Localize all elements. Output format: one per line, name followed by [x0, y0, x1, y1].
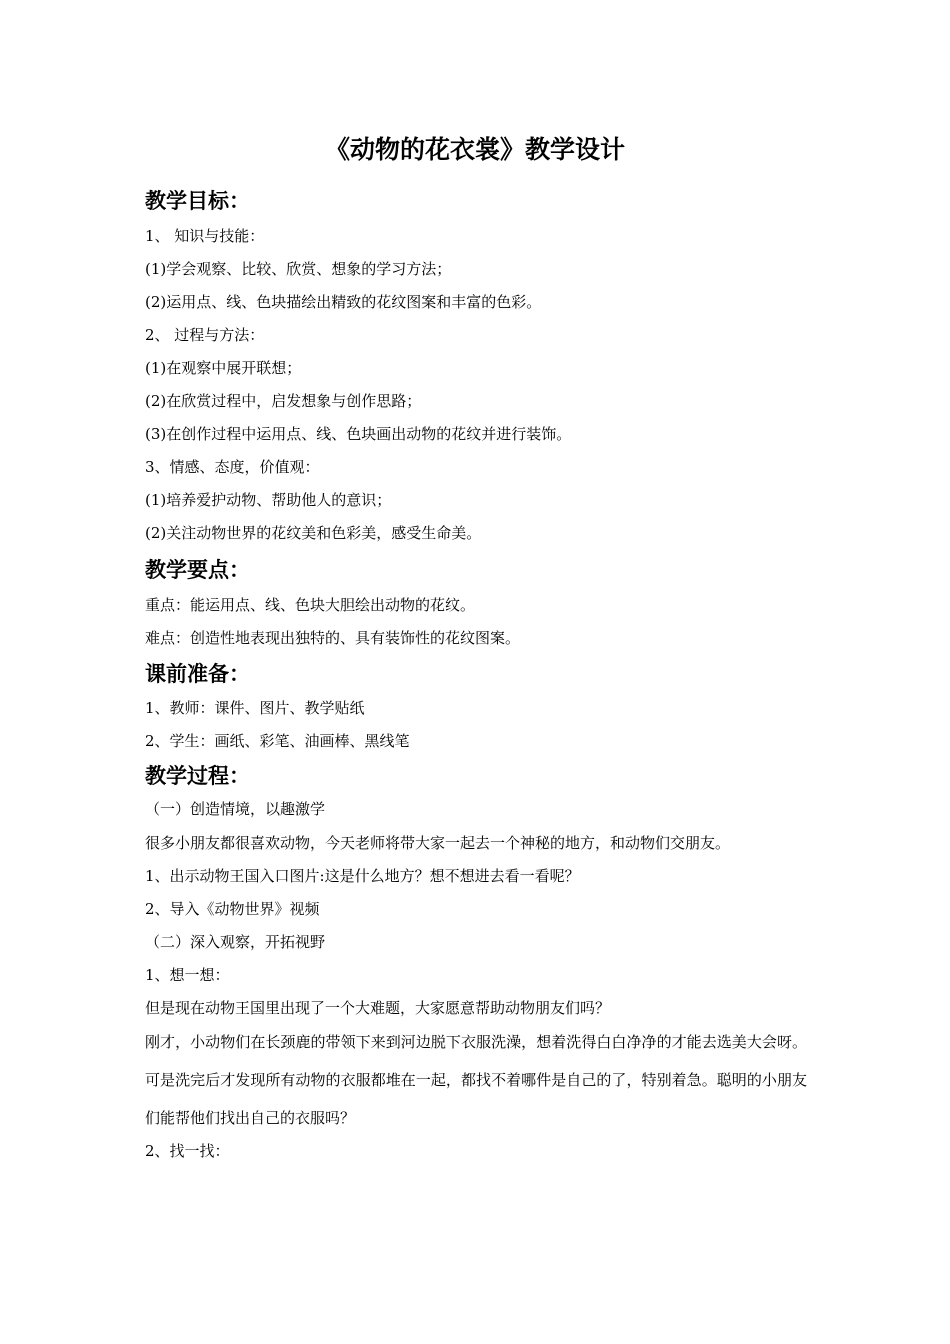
process-line: 很多小朋友都很喜欢动物，今天老师将带大家一起去一个神秘的地方，和动物们交朋友。	[145, 834, 731, 852]
process-line: （一）创造情境，以趣激学	[145, 800, 326, 818]
preparation-line: 2、学生：画纸、彩笔、油画棒、黑线笔	[145, 732, 410, 750]
section-heading-preparation: 课前准备：	[145, 662, 250, 686]
objective-line: 3、情感、态度，价值观：	[145, 458, 320, 476]
section-heading-key-points: 教学要点：	[145, 558, 250, 582]
document-title: 《动物的花衣裳》教学设计	[324, 135, 625, 164]
objective-line: (1)培养爱护动物、帮助他人的意识；	[145, 491, 392, 509]
section-heading-process: 教学过程：	[145, 764, 250, 788]
objective-line: (1)在观察中展开联想；	[145, 359, 302, 377]
process-line: 2、找一找：	[145, 1142, 230, 1160]
process-line: 1、出示动物王国入口图片:这是什么地方？想不想进去看一看呢？	[145, 867, 580, 885]
objective-line: (1)学会观察、比较、欣赏、想象的学习方法；	[145, 260, 452, 278]
process-line: 2、导入《动物世界》视频	[145, 900, 320, 918]
preparation-line: 1、教师：课件、图片、教学贴纸	[145, 699, 365, 717]
process-line: 1、想一想：	[145, 966, 230, 984]
objective-line: 2、 过程与方法：	[145, 326, 265, 344]
process-paragraph: 刚才，小动物们在长颈鹿的带领下来到河边脱下衣服洗澡，想着洗得白白净净的才能去选美大会呀。可是洗完后才发现所有动物的衣服都堆在一起，都找不着哪件是自己的了，特别着急。聪明的小朋友们能帮他们找出自己的衣服吗？	[145, 1033, 807, 1127]
objective-line: (2)关注动物世界的花纹美和色彩美，感受生命美。	[145, 524, 482, 542]
objective-line: (2)在欣赏过程中，启发想象与创作思路；	[145, 392, 422, 410]
objective-line: (3)在创作过程中运用点、线、色块画出动物的花纹并进行装饰。	[145, 425, 572, 443]
section-heading-objectives: 教学目标：	[145, 189, 250, 213]
process-line: （二）深入观察，开拓视野	[145, 933, 326, 951]
key-point-line: 重点：能运用点、线、色块大胆绘出动物的花纹。	[145, 596, 476, 614]
objective-line: (2)运用点、线、色块描绘出精致的花纹图案和丰富的色彩。	[145, 293, 542, 311]
key-point-line: 难点：创造性地表现出独特的、具有装饰性的花纹图案。	[145, 629, 521, 647]
process-line: 但是现在动物王国里出现了一个大难题，大家愿意帮助动物朋友们吗？	[145, 999, 611, 1017]
objective-line: 1、 知识与技能：	[145, 227, 265, 245]
